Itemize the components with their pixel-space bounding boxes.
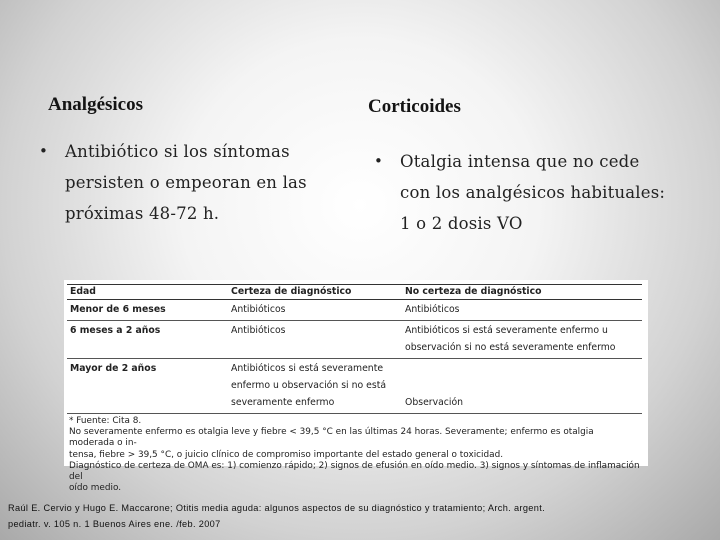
citation — [8, 500, 708, 532]
treatment-table — [67, 284, 642, 414]
bullet-dot: • — [39, 142, 49, 160]
cell-certeza: Antibióticos — [231, 304, 286, 315]
citation-line: pediatr. v. 105 n. 1 Buenos Aires ene. /feb. 2007 — [8, 519, 221, 529]
bullet-text-corticoides: Otalgia intensa que no cede con los analgésicos habituales: 1 o 2 dosis VO — [400, 152, 666, 233]
bullet-dot: • — [374, 152, 384, 170]
table-row — [67, 321, 642, 359]
cell-edad: Mayor de 2 años — [70, 363, 157, 374]
table-footnote — [69, 416, 641, 494]
bullet-text-analgesicos: Antibiótico si los síntomas persisten o empeoran en las próximas 48-72 h. — [65, 142, 307, 223]
heading-corticoides: Corticoides — [368, 96, 461, 117]
footnote-line: oído medio. — [69, 483, 122, 494]
table-header-row — [67, 285, 642, 300]
footnote-line: * Fuente: Cita 8. — [69, 416, 142, 426]
footnote-line: tensa, fiebre > 39,5 °C, o juicio clínico de compromiso importante del estado general o toxicidad. — [69, 449, 504, 460]
cell-edad: Menor de 6 meses — [70, 304, 166, 315]
cell-no-certeza: Antibióticos — [405, 304, 460, 315]
table-row — [67, 359, 642, 414]
column-header-certeza: Certeza de diagnóstico — [231, 286, 352, 297]
bullet-analgesicos — [39, 136, 310, 229]
footnote-line: Diagnóstico de certeza de OMA es: 1) comienzo rápido; 2) signos de efusión en oído medio. 3) signos y síntomas de inflamación del — [69, 460, 640, 483]
cell-certeza: Antibióticos — [231, 325, 286, 336]
heading-analgesicos: Analgésicos — [48, 94, 143, 115]
cell-certeza: Antibióticos si está severamente enfermo u observación si no está severamente enfermo — [231, 363, 387, 408]
citation-line: Raúl E. Cervio y Hugo E. Maccarone; Otitis media aguda: algunos aspectos de su diagnóstico y tratamiento; Arch. argent. — [8, 503, 546, 513]
cell-no-certeza: Antibióticos si está severamente enfermo u observación si no está severamente enfermo — [405, 325, 616, 353]
bullet-corticoides — [374, 146, 675, 239]
table-row — [67, 300, 642, 321]
footnote-line: No severamente enfermo es otalgia leve y fiebre < 39,5 °C en las últimas 24 horas. Severamente; enfermo es otalgia moderada o in- — [69, 427, 594, 449]
column-header-edad: Edad — [70, 286, 96, 297]
cell-edad: 6 meses a 2 años — [70, 325, 161, 336]
column-header-no-certeza: No certeza de diagnóstico — [405, 286, 542, 297]
cell-no-certeza: Observación — [405, 397, 464, 408]
treatment-table-image — [64, 280, 648, 494]
